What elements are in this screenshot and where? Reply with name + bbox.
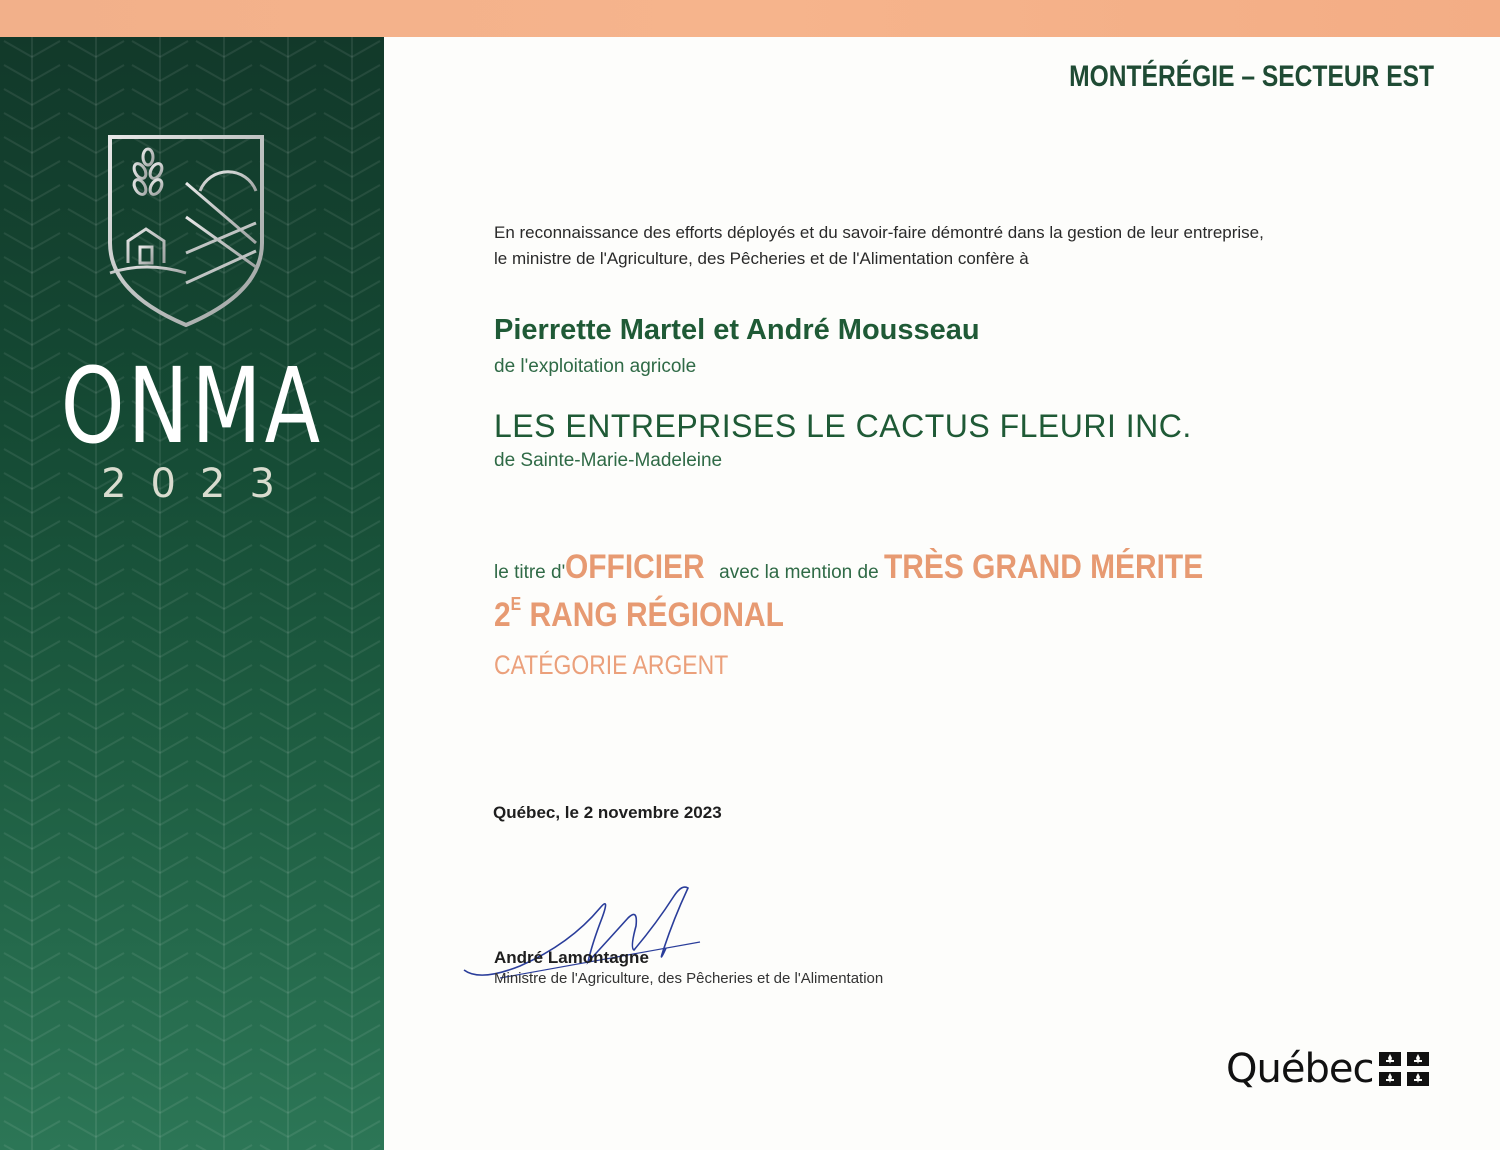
wheat-icon	[132, 149, 165, 211]
barn-icon	[110, 229, 186, 273]
sun-hills-icon	[186, 172, 256, 283]
rank-text: RANG RÉGIONAL	[521, 596, 784, 634]
exploitation-label: de l'exploitation agricole	[494, 356, 697, 377]
fleur-de-lis-flag-icon	[1379, 1052, 1429, 1086]
company-name: LES ENTREPRISES LE CACTUS FLEURI INC.	[494, 408, 1192, 444]
intro-line-2: le ministre de l'Agriculture, des Pêcheries et de l'Alimentation confère à	[494, 249, 1029, 268]
quebec-logo	[1226, 1046, 1429, 1092]
crest-icon	[106, 133, 266, 329]
regional-rank	[494, 593, 784, 635]
award-title: OFFICIER	[565, 548, 705, 586]
award-category: CATÉGORIE ARGENT	[494, 650, 729, 680]
issue-date: Québec, le 2 novembre 2023	[493, 803, 722, 822]
top-color-band	[0, 0, 1500, 37]
signer-name: André Lamontagne	[494, 948, 649, 967]
award-prefix: le titre d'	[494, 562, 566, 583]
award-middle: avec la mention de	[713, 562, 884, 583]
company-location: de Sainte-Marie-Madeleine	[494, 450, 723, 471]
region-heading: MONTÉRÉGIE – SECTEUR EST	[1069, 60, 1434, 93]
award-mention: TRÈS GRAND MÉRITE	[883, 548, 1204, 586]
rank-superscript: E	[510, 593, 522, 614]
onma-year: 2023	[101, 461, 299, 507]
intro-text	[494, 220, 1394, 272]
signer-title: Ministre de l'Agriculture, des Pêcheries et de l'Alimentation	[494, 970, 884, 987]
onma-title: ONMA	[60, 345, 324, 467]
left-decorative-panel	[0, 37, 384, 1150]
award-title-line	[494, 548, 1237, 587]
quebec-wordmark: Québec	[1226, 1046, 1374, 1092]
rank-number: 2	[494, 596, 511, 634]
intro-line-1: En reconnaissance des efforts déployés et du savoir-faire démontré dans la gestion de leur entreprise,	[494, 223, 1264, 242]
recipient-names: Pierrette Martel et André Mousseau	[494, 314, 980, 346]
